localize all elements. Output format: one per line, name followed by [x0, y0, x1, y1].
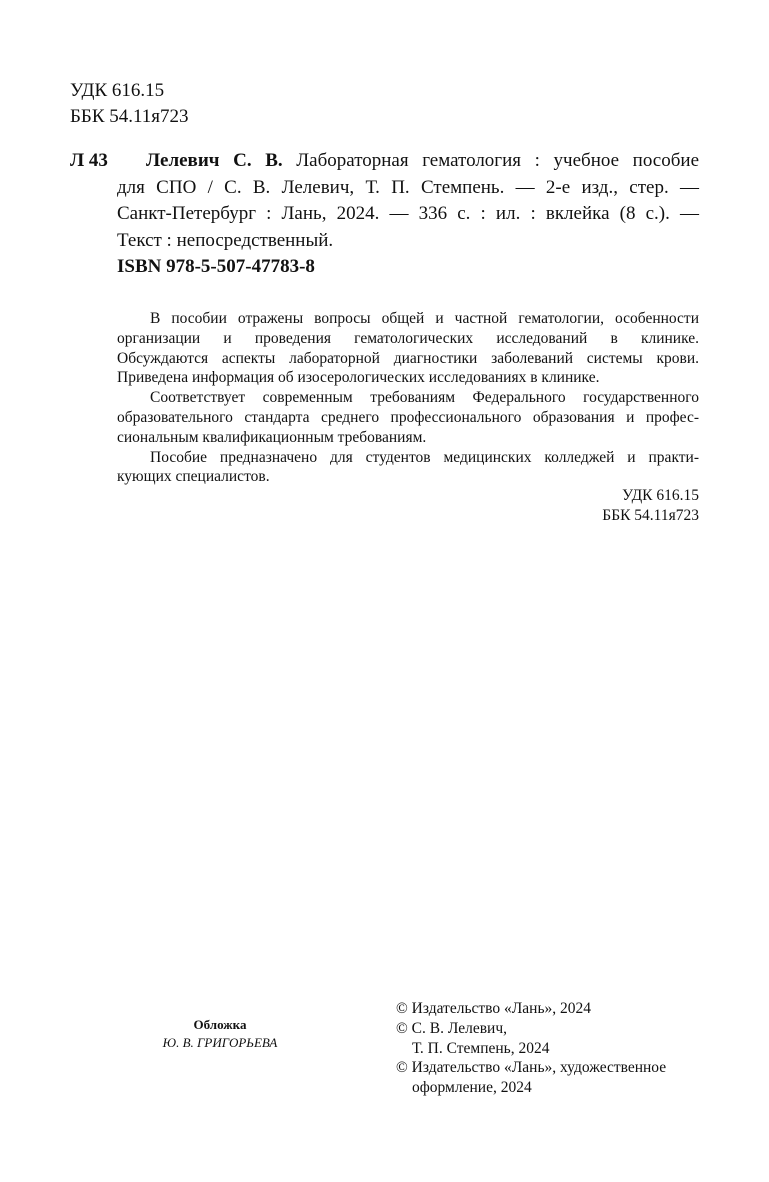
- cover-credit: [140, 1016, 300, 1052]
- title-text: Лабораторная гематология : учебное пособие: [282, 150, 700, 171]
- description-line: [117, 148, 699, 175]
- bbk-code: ББК 54.11я723: [70, 106, 189, 127]
- abstract-line: организации и проведения гематологических исследований в клинике.: [117, 329, 699, 347]
- copyright-line: Т. П. Стемпень, 2024: [412, 1039, 550, 1057]
- bibliographic-entry: [70, 148, 699, 254]
- isbn: ISBN 978-5-507-47783-8: [117, 256, 315, 277]
- abstract-line: В пособии отражены вопросы общей и частной гематологии, особенности: [150, 310, 699, 327]
- abstract-paragraph: [117, 309, 699, 388]
- copyright-line: © Издательство «Лань», художественное: [396, 1059, 667, 1077]
- abstract-line: образовательного стандарта среднего профессионального образования и профес-: [117, 408, 699, 426]
- copyright-line: оформление, 2024: [412, 1079, 532, 1097]
- copyright-line: © Издательство «Лань», 2024: [396, 1000, 592, 1017]
- abstract-line: Соответствует современным требованиям Федерального государственного: [150, 389, 699, 407]
- author-name: Лелевич С. В.: [146, 150, 283, 171]
- abstract-paragraph: [117, 448, 699, 488]
- abstract-line: Обсуждаются аспекты лабораторной диагностики заболеваний системы крови.: [117, 349, 699, 367]
- abstract-line: Приведена информация об изосерологических исследованиях в клинике.: [117, 369, 600, 387]
- abstract: [117, 309, 699, 487]
- abstract-line: кующих специалистов.: [117, 468, 270, 486]
- abstract-line: Пособие предназначено для студентов медицинских колледжей и практи-: [150, 448, 699, 466]
- abstract-paragraph: [117, 388, 699, 447]
- classification-header: [70, 78, 189, 130]
- cover-label: Обложка: [193, 1017, 247, 1032]
- bbk-code: ББК 54.11я723: [602, 507, 699, 524]
- description-line: Текст : непосредственный.: [117, 229, 334, 251]
- author-mark: Л 43: [70, 150, 108, 171]
- bibliographic-description: [117, 148, 699, 254]
- copyright-line: © С. В. Лелевич,: [396, 1019, 508, 1037]
- abstract-line: сиональным квалификационным требованиям.: [117, 428, 427, 446]
- description-line: для СПО / С. В. Лелевич, Т. П. Стемпень. — 2-е изд., стер. —: [117, 176, 699, 198]
- description-line: Санкт-Петербург : Лань, 2024. — 336 с. : ил. : вклейка (8 с.). —: [117, 203, 699, 224]
- udk-code: УДК 616.15: [70, 80, 165, 101]
- copyright-block: [396, 999, 666, 1098]
- cover-designer: Ю. В. ГРИГОРЬЕВА: [162, 1035, 278, 1050]
- classification-footer: [602, 486, 699, 526]
- udk-code: УДК 616.15: [622, 487, 699, 504]
